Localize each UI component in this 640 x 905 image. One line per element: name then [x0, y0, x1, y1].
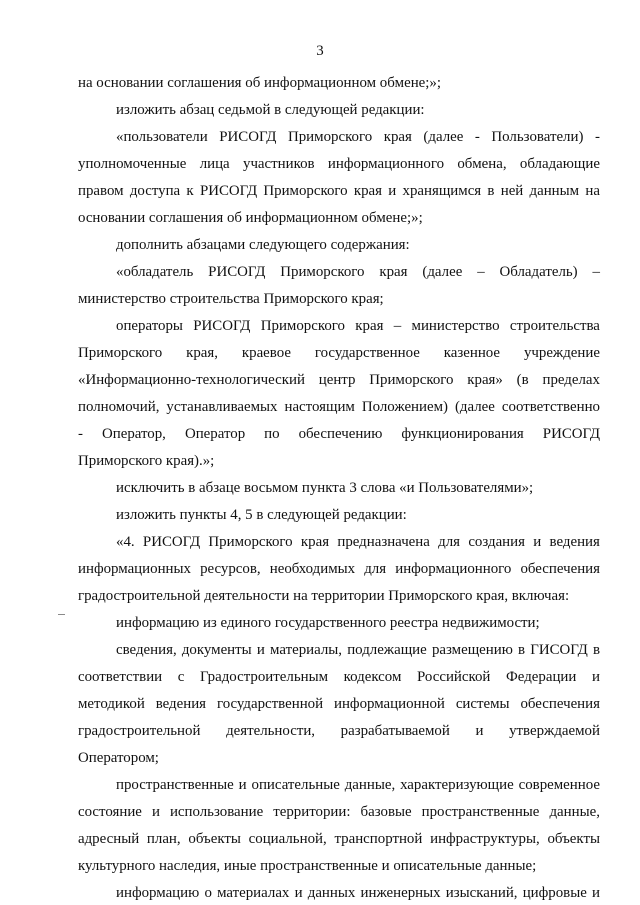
word: – [477, 264, 485, 280]
word: для [364, 561, 387, 577]
word: РИСОГД [219, 129, 277, 145]
word: Пользователи) [491, 129, 584, 145]
text-line [78, 344, 600, 362]
word: состояние [78, 804, 142, 820]
word: информацию [116, 885, 200, 901]
word: подлежащие [347, 642, 427, 658]
word: хранящимся [402, 183, 482, 199]
word: адресный [78, 831, 140, 847]
word: и [533, 534, 542, 550]
word: полномочий, [78, 399, 160, 415]
text-line [116, 317, 600, 335]
word: данные, [549, 804, 600, 820]
word: РИСОГД [142, 534, 201, 550]
word: обеспечения [520, 561, 600, 577]
word: данные, [344, 777, 396, 793]
word: о [204, 885, 212, 901]
word: к [186, 183, 194, 199]
word: необходимых [269, 561, 356, 577]
text-line [78, 803, 600, 821]
word: использование [169, 804, 264, 820]
word: РИСОГД [542, 426, 600, 442]
word: государственной [216, 696, 324, 712]
word: утверждаемой [509, 723, 600, 739]
word: пространственные [116, 777, 234, 793]
word: Положением) [361, 399, 448, 415]
word: и [388, 183, 397, 199]
word: «Информационно-технологический [78, 372, 305, 388]
word: в [487, 183, 495, 199]
word: градостроительной [78, 723, 201, 739]
word: – [393, 318, 402, 334]
text-line: информацию из единого государственного реестра недвижимости; [116, 615, 540, 631]
word: соответствии [78, 669, 163, 685]
text-line [116, 128, 600, 146]
word: – [592, 264, 600, 280]
text-line [78, 398, 600, 416]
word: казенное [443, 345, 501, 361]
word: центр [318, 372, 356, 388]
word: инфраструктуры, [430, 831, 540, 847]
word: лица [199, 156, 230, 172]
word: и [294, 885, 303, 901]
word: данных [307, 885, 356, 901]
word: края [300, 534, 330, 550]
text-line [78, 155, 600, 173]
text-line [78, 722, 600, 740]
word: обладающие [519, 156, 600, 172]
word: цифровые [522, 885, 587, 901]
word: устанавливаемых [166, 399, 278, 415]
word: социальной, [248, 831, 327, 847]
word: «обладатель [116, 264, 194, 280]
word: строительства [509, 318, 600, 334]
word: в [592, 642, 600, 658]
word: инженерных [360, 885, 441, 901]
text-line: Оператором; [78, 750, 159, 766]
word: РИСОГД [199, 183, 258, 199]
word: участников [243, 156, 315, 172]
word: Приморского [369, 372, 454, 388]
word: методикой [78, 696, 145, 712]
word: описательные [251, 777, 340, 793]
text-line: изложить абзац седьмой в следующей редакции: [116, 102, 425, 118]
word: - [474, 129, 480, 145]
word: Приморского [260, 318, 345, 334]
text-line [116, 776, 600, 794]
word: ведения [549, 534, 600, 550]
text-line: на основании соглашения об информационном обмене;»; [78, 75, 442, 91]
word: ней [500, 183, 524, 199]
word: материалах [217, 885, 290, 901]
word: современное [518, 777, 600, 793]
word: Приморского [208, 534, 293, 550]
text-line: дополнить абзацами следующего содержания: [116, 237, 410, 253]
word: (далее [422, 264, 463, 280]
word: информационного [327, 156, 445, 172]
text-line: культурного наследия, иные пространственные и описательные данные; [78, 858, 537, 874]
word: разрабатываемой [340, 723, 450, 739]
word: Оператор [184, 426, 246, 442]
word: обмена, [457, 156, 507, 172]
margin-mark [58, 614, 65, 615]
word: материалы, [270, 642, 343, 658]
word: для [438, 534, 461, 550]
text-line [78, 425, 600, 443]
word: Федерации [506, 669, 577, 685]
word: соответственно [501, 399, 600, 415]
word: операторы [116, 318, 183, 334]
text-line [116, 263, 600, 281]
word: края [379, 264, 408, 280]
word: обеспечению [298, 426, 383, 442]
word: в [518, 642, 526, 658]
word: информационного [395, 561, 512, 577]
word: доступа [129, 183, 181, 199]
word: (в [516, 372, 529, 388]
word: план, [146, 831, 181, 847]
text-line: градостроительной деятельности на территории Приморского края, включая: [78, 588, 570, 604]
word: документы [181, 642, 252, 658]
word: министерство [411, 318, 500, 334]
word: учреждение [523, 345, 600, 361]
word: ГИСОГД [530, 642, 588, 658]
word: Оператор, [101, 426, 166, 442]
word: базовые [360, 804, 412, 820]
word: края [383, 129, 412, 145]
word: деятельности, [226, 723, 316, 739]
word: Приморского [78, 345, 163, 361]
word: предназначена [337, 534, 430, 550]
word: и [592, 885, 600, 901]
word: «4. [116, 534, 135, 550]
text-line: министерство строительства Приморского края; [78, 291, 384, 307]
word: объекты [547, 831, 600, 847]
word: и [256, 642, 265, 658]
text-line [116, 641, 600, 659]
word: ведения [155, 696, 207, 712]
text-line [78, 371, 600, 389]
word: краевое [241, 345, 291, 361]
word: уполномоченные [78, 156, 187, 172]
word: транспортной [334, 831, 423, 847]
word: и [151, 804, 160, 820]
word: края [355, 318, 384, 334]
word: информационных [78, 561, 191, 577]
word: Российской [417, 669, 491, 685]
text-line: Приморского края).»; [78, 453, 215, 469]
word: данным [529, 183, 580, 199]
word: сведения, [116, 642, 177, 658]
word: пределах [542, 372, 600, 388]
word: правом [78, 183, 124, 199]
word: Обладатель) [499, 264, 578, 280]
word: края» [467, 372, 503, 388]
word: РИСОГД [208, 264, 266, 280]
text-line [78, 695, 600, 713]
word: и [475, 723, 484, 739]
word: обеспечения [520, 696, 600, 712]
word: по [264, 426, 280, 442]
word: кодексом [343, 669, 402, 685]
word: объекты [188, 831, 241, 847]
word: края [353, 183, 382, 199]
word: функционирования [401, 426, 524, 442]
text-line [78, 182, 600, 200]
word: «пользователи [116, 129, 208, 145]
word: размещению [431, 642, 513, 658]
word: характеризующие [400, 777, 514, 793]
word: создания [468, 534, 525, 550]
word: пространственные [421, 804, 540, 820]
text-line [78, 560, 600, 578]
word: и [591, 669, 600, 685]
word: системы [455, 696, 510, 712]
word: РИСОГД [193, 318, 251, 334]
page-number: 3 [316, 43, 324, 59]
word: Приморского [263, 183, 348, 199]
text-line [116, 533, 600, 551]
word: информационной [333, 696, 445, 712]
word: Приморского [280, 264, 365, 280]
word: - [594, 129, 600, 145]
word: и [238, 777, 247, 793]
word: (далее [454, 399, 495, 415]
word: края, [186, 345, 218, 361]
word: с [177, 669, 185, 685]
text-line: исключить в абзаце восьмом пункта 3 слова «и Пользователями»; [116, 480, 534, 496]
word: на [585, 183, 600, 199]
word: территории: [273, 804, 351, 820]
word: настоящим [284, 399, 355, 415]
text-line [78, 668, 600, 686]
word: Приморского [287, 129, 373, 145]
text-line [78, 830, 600, 848]
word: - [78, 426, 83, 442]
text-line: изложить пункты 4, 5 в следующей редакции: [116, 507, 407, 523]
word: ресурсов, [200, 561, 261, 577]
word: изысканий, [445, 885, 518, 901]
word: Градостроительным [200, 669, 329, 685]
word: государственное [314, 345, 420, 361]
word: (далее [423, 129, 464, 145]
text-line: основании соглашения об информационном обмене;»; [78, 210, 423, 226]
text-line [116, 884, 600, 902]
